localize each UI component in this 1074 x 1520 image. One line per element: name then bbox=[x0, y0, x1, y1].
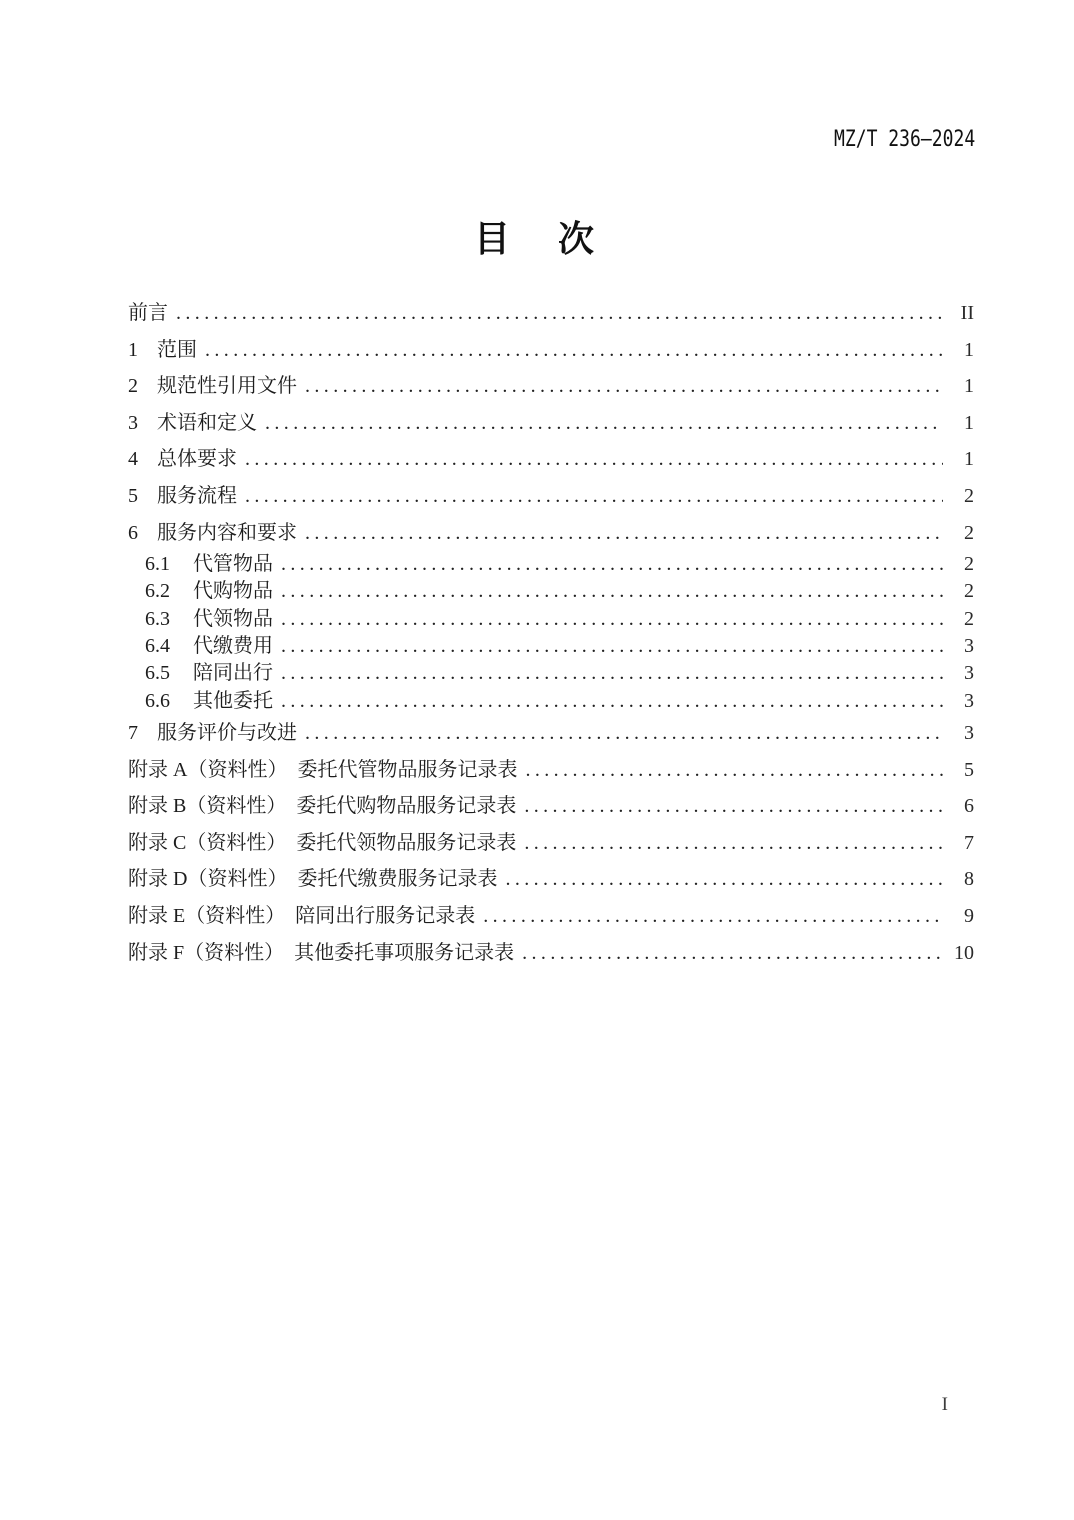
toc-entry-number: 5 bbox=[128, 484, 138, 507]
toc-row bbox=[128, 515, 974, 552]
toc-page-number: 1 bbox=[964, 375, 974, 398]
toc-entry-title: 术语和定义 bbox=[157, 411, 257, 434]
toc-page-number: 1 bbox=[964, 411, 974, 434]
toc-dot-leader bbox=[205, 332, 943, 369]
toc-row bbox=[128, 660, 974, 687]
toc-row bbox=[128, 551, 974, 578]
toc-page-number: 3 bbox=[964, 635, 974, 658]
toc-dot-leader bbox=[524, 788, 943, 825]
toc-page-number: 3 bbox=[964, 662, 974, 685]
toc-page-number: 1 bbox=[964, 338, 974, 361]
toc-dot-leader bbox=[524, 825, 943, 862]
toc-entry-number: 3 bbox=[128, 411, 138, 434]
footer-page-number: I bbox=[941, 1394, 948, 1415]
toc-entry-title: 委托代购物品服务记录表 bbox=[296, 795, 517, 818]
toc-page-number: 6 bbox=[964, 795, 974, 818]
standard-number: MZ/T 236—2024 bbox=[833, 127, 975, 152]
toc-dot-leader bbox=[522, 935, 943, 972]
toc-page-number: II bbox=[960, 302, 974, 324]
toc-dot-leader bbox=[305, 368, 943, 405]
toc-dot-leader bbox=[281, 551, 943, 578]
toc-entry-title: 委托代管物品服务记录表 bbox=[297, 758, 518, 781]
toc-page-number: 2 bbox=[964, 521, 974, 544]
toc-page-number: 8 bbox=[964, 868, 974, 891]
toc-entry-title: 规范性引用文件 bbox=[157, 375, 297, 398]
toc-row bbox=[128, 861, 974, 898]
toc-dot-leader bbox=[265, 405, 943, 442]
toc-dot-leader bbox=[245, 441, 943, 478]
toc-page-number: 2 bbox=[964, 553, 974, 576]
toc-page-number: 9 bbox=[964, 904, 974, 927]
toc-entry-number: 6.1 bbox=[145, 553, 170, 576]
toc-entry-title: 委托代缴费服务记录表 bbox=[297, 868, 498, 891]
toc-row bbox=[128, 478, 974, 515]
toc-page-number: 3 bbox=[964, 721, 974, 744]
toc-entry-number: 4 bbox=[128, 448, 138, 471]
toc-entry-title: 陪同出行 bbox=[193, 662, 273, 685]
toc-dot-leader bbox=[525, 752, 943, 789]
toc-entry-prefix: 附录 C（资料性） bbox=[128, 831, 287, 854]
toc-dot-leader bbox=[281, 606, 943, 633]
toc-entry-title: 服务流程 bbox=[157, 484, 237, 507]
toc-entry-number: 6.5 bbox=[145, 662, 170, 685]
toc-entry-title: 前言 bbox=[128, 302, 168, 324]
toc-row bbox=[128, 788, 974, 825]
toc-entry-prefix: 附录 A（资料性） bbox=[128, 758, 288, 781]
toc-dot-leader bbox=[305, 515, 943, 552]
toc-dot-leader bbox=[505, 861, 943, 898]
toc-dot-leader bbox=[281, 660, 943, 687]
toc-entry-number: 6.3 bbox=[145, 607, 170, 630]
toc-entry-title: 服务评价与改进 bbox=[157, 721, 297, 744]
toc-entry-title: 委托代领物品服务记录表 bbox=[296, 831, 517, 854]
toc-row bbox=[128, 405, 974, 442]
toc-page-number: 2 bbox=[964, 484, 974, 507]
page-title: 目 次 bbox=[473, 218, 600, 259]
toc-entry-title: 范围 bbox=[157, 338, 197, 361]
toc-entry-number: 6 bbox=[128, 521, 138, 544]
toc-entry-prefix: 附录 B（资料性） bbox=[128, 795, 287, 818]
toc-page-number: 3 bbox=[964, 689, 974, 712]
toc-row bbox=[128, 935, 974, 972]
toc-row bbox=[128, 578, 974, 605]
toc-row bbox=[128, 825, 974, 862]
toc-row bbox=[128, 606, 974, 633]
toc-page-number: 5 bbox=[964, 758, 974, 781]
toc-dot-leader bbox=[281, 578, 943, 605]
toc-entry-title: 其他委托事项服务记录表 bbox=[294, 941, 515, 964]
toc-entry-prefix: 附录 D（资料性） bbox=[128, 868, 288, 891]
toc-row bbox=[128, 295, 974, 332]
toc-row bbox=[128, 332, 974, 369]
toc-entry-title: 代管物品 bbox=[193, 553, 273, 576]
toc-entry-number: 7 bbox=[128, 721, 138, 744]
toc-row bbox=[128, 898, 974, 935]
toc-entry-title: 陪同出行服务记录表 bbox=[295, 904, 476, 927]
toc-entry-title: 总体要求 bbox=[157, 448, 237, 471]
toc-row bbox=[128, 715, 974, 752]
toc-row bbox=[128, 633, 974, 660]
toc-entry-prefix: 附录 E（资料性） bbox=[128, 904, 286, 927]
toc-entry-title: 其他委托 bbox=[193, 689, 273, 712]
toc-entry-title: 服务内容和要求 bbox=[157, 521, 297, 544]
toc-dot-leader bbox=[281, 633, 943, 660]
toc-entry-number: 2 bbox=[128, 375, 138, 398]
toc-entry-title: 代领物品 bbox=[193, 607, 273, 630]
toc-entry-title: 代购物品 bbox=[193, 580, 273, 603]
toc-page-number: 2 bbox=[964, 580, 974, 603]
toc-dot-leader bbox=[483, 898, 943, 935]
toc-entry-number: 6.6 bbox=[145, 689, 170, 712]
toc-dot-leader bbox=[305, 715, 943, 752]
toc-page-number: 1 bbox=[964, 448, 974, 471]
toc-dot-leader bbox=[176, 295, 943, 332]
toc-row bbox=[128, 441, 974, 478]
table-of-contents bbox=[128, 295, 974, 971]
toc-page-number: 10 bbox=[954, 941, 974, 964]
toc-dot-leader bbox=[281, 688, 943, 715]
toc-row bbox=[128, 752, 974, 789]
toc-entry-number: 6.2 bbox=[145, 580, 170, 603]
toc-row bbox=[128, 368, 974, 405]
toc-entry-number: 6.4 bbox=[145, 635, 170, 658]
toc-entry-prefix: 附录 F（资料性） bbox=[128, 941, 285, 964]
toc-entry-title: 代缴费用 bbox=[193, 635, 273, 658]
toc-dot-leader bbox=[245, 478, 943, 515]
toc-entry-number: 1 bbox=[128, 338, 138, 361]
toc-page-number: 7 bbox=[964, 831, 974, 854]
toc-row bbox=[128, 688, 974, 715]
toc-page-number: 2 bbox=[964, 607, 974, 630]
